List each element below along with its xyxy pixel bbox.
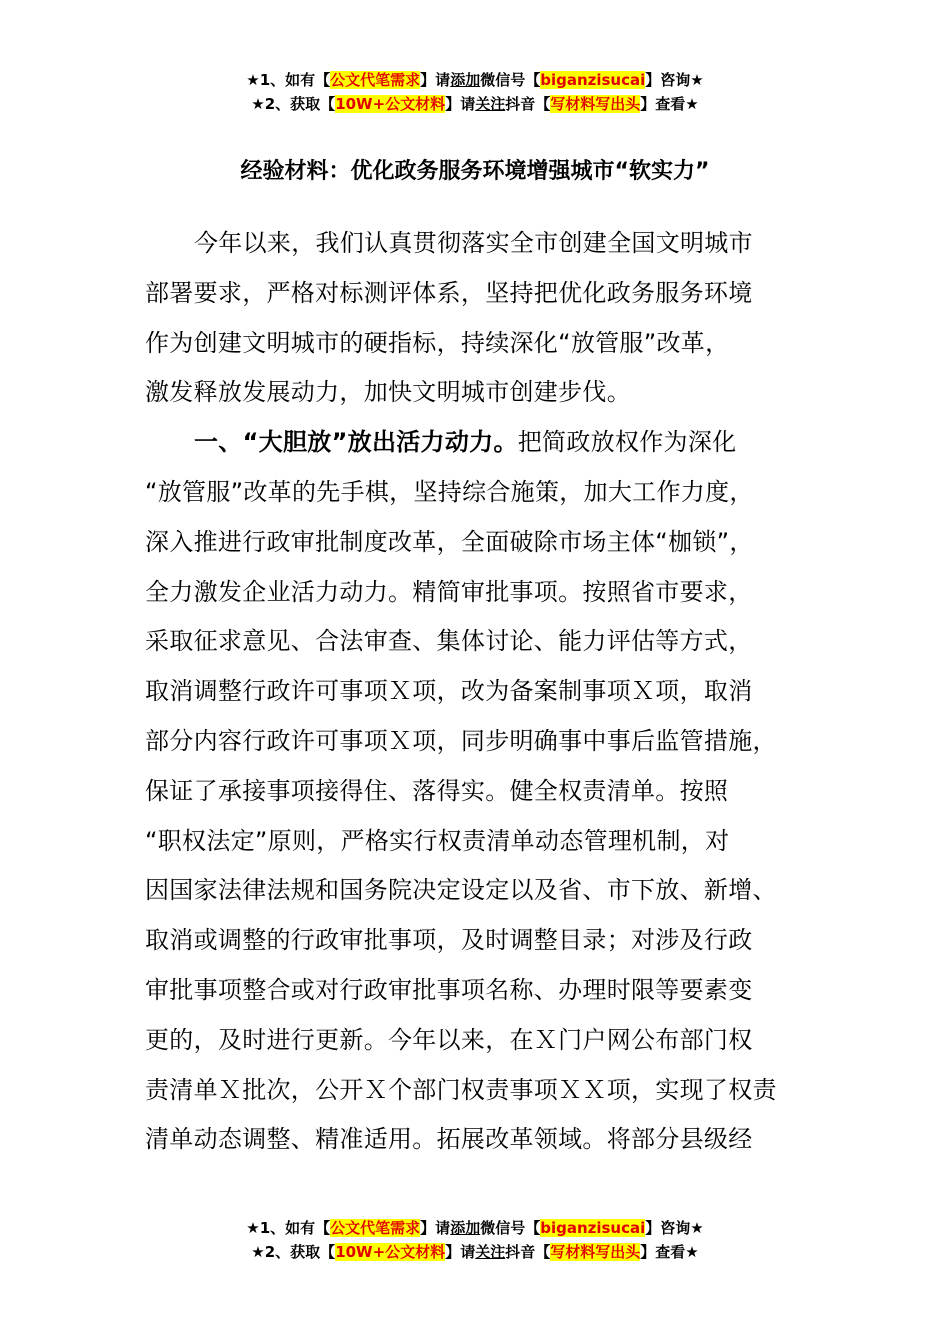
body-line <box>145 916 815 966</box>
document-body <box>145 219 815 1165</box>
body-line <box>145 269 815 319</box>
body-line <box>145 866 815 916</box>
wechat-id: biganzisucai <box>540 1219 646 1237</box>
document-title: 经验材料：优化政务服务环境增强城市“软实力” <box>240 159 710 184</box>
body-line <box>145 966 815 1016</box>
body-text: 部署要求，严格对标测评体系，坚持把优化政务服务环境 <box>145 278 753 307</box>
body-text: 更的，及时进行更新。今年以来，在Ｘ门户网公布部门权 <box>145 1025 753 1054</box>
promo-text: ★1、如有【 <box>246 1219 331 1237</box>
promo-text: 】请 <box>420 71 451 89</box>
body-line <box>145 767 815 817</box>
body-text: 今年以来，我们认真贯彻落实全市创建全国文明城市 <box>194 229 753 257</box>
promo-text: ★2、获取【 <box>251 95 336 113</box>
body-line <box>145 568 815 618</box>
body-text: 取消调整行政许可事项Ｘ项，改为备案制事项Ｘ项，取消 <box>145 677 753 706</box>
body-text: 全力激发企业活力动力。精简审批事项。按照省市要求， <box>145 577 753 606</box>
body-line <box>145 368 815 418</box>
body-line <box>145 219 815 269</box>
body-text: 审批事项整合或对行政审批事项名称、办理时限等要素变 <box>145 975 753 1004</box>
promo-text: 抖音【 <box>505 95 551 113</box>
douyin-account: 写材料写出头 <box>550 1243 641 1261</box>
body-text: 因国家法律法规和国务院决定设定以及省、市下放、新增、 <box>145 876 777 905</box>
promo-underlined-text: 关注 <box>475 95 506 113</box>
promo-text: 】查看★ <box>640 1243 699 1261</box>
body-text: 深入推进行政审批制度改革，全面破除市场主体“枷锁”， <box>145 527 754 556</box>
body-text: 把简政放权作为深化 <box>517 428 737 457</box>
promo-highlight: 10W+公文材料 <box>335 95 446 113</box>
promo-text: 】咨询★ <box>645 71 704 89</box>
body-line <box>145 667 815 717</box>
promo-text: 抖音【 <box>505 1243 551 1261</box>
promo-text: 】请 <box>420 1219 451 1237</box>
promo-underlined-text: 添加 <box>450 71 481 89</box>
promo-highlight: 公文代笔需求 <box>330 71 421 89</box>
body-text: 取消或调整的行政审批事项，及时调整目录；对涉及行政 <box>145 926 753 955</box>
body-text: 保证了承接事项接得住、落得实。健全权责清单。按照 <box>145 776 729 805</box>
body-line <box>145 817 815 867</box>
body-line <box>145 617 815 667</box>
promo-banner-top <box>0 68 950 116</box>
promo-line-2 <box>0 92 950 116</box>
promo-highlight: 10W+公文材料 <box>335 1243 446 1261</box>
body-text: 部分内容行政许可事项Ｘ项，同步明确事中事后监管措施， <box>145 726 777 755</box>
promo-text: 】咨询★ <box>645 1219 704 1237</box>
promo-line-1 <box>0 68 950 92</box>
promo-banner-bottom <box>0 1216 950 1264</box>
body-line <box>145 717 815 767</box>
body-text: “放管服”改革的先手棋，坚持综合施策，加大工作力度， <box>145 477 754 506</box>
wechat-id: biganzisucai <box>540 71 646 89</box>
promo-line-2 <box>0 1240 950 1264</box>
body-text: 激发释放发展动力，加快文明城市创建步伐。 <box>145 378 631 407</box>
body-line <box>145 319 815 369</box>
body-line <box>145 1115 815 1165</box>
section-heading: 一、“大胆放”放出活力动力。 <box>194 428 518 457</box>
promo-highlight: 公文代笔需求 <box>330 1219 421 1237</box>
body-line <box>145 468 815 518</box>
body-text: 清单动态调整、精准适用。拓展改革领域。将部分县级经 <box>145 1125 753 1154</box>
promo-underlined-text: 关注 <box>475 1243 506 1261</box>
body-text: 作为创建文明城市的硬指标，持续深化“放管服”改革， <box>145 328 730 357</box>
promo-line-1 <box>0 1216 950 1240</box>
body-line <box>145 1066 815 1116</box>
body-text: 责清单Ｘ批次，公开Ｘ个部门权责事项ＸＸ项，实现了权责 <box>145 1075 777 1104</box>
body-text: “职权法定”原则，严格实行权责清单动态管理机制，对 <box>145 826 730 855</box>
body-line <box>145 418 815 468</box>
body-text: 采取征求意见、合法审查、集体讨论、能力评估等方式， <box>145 627 753 656</box>
promo-text: 微信号【 <box>480 1219 541 1237</box>
douyin-account: 写材料写出头 <box>550 95 641 113</box>
promo-text: ★2、获取【 <box>251 1243 336 1261</box>
body-line <box>145 1016 815 1066</box>
promo-text: 】请 <box>445 95 476 113</box>
promo-text: ★1、如有【 <box>246 71 331 89</box>
promo-text: 】查看★ <box>640 95 699 113</box>
promo-text: 微信号【 <box>480 71 541 89</box>
promo-underlined-text: 添加 <box>450 1219 481 1237</box>
promo-text: 】请 <box>445 1243 476 1261</box>
body-line <box>145 518 815 568</box>
